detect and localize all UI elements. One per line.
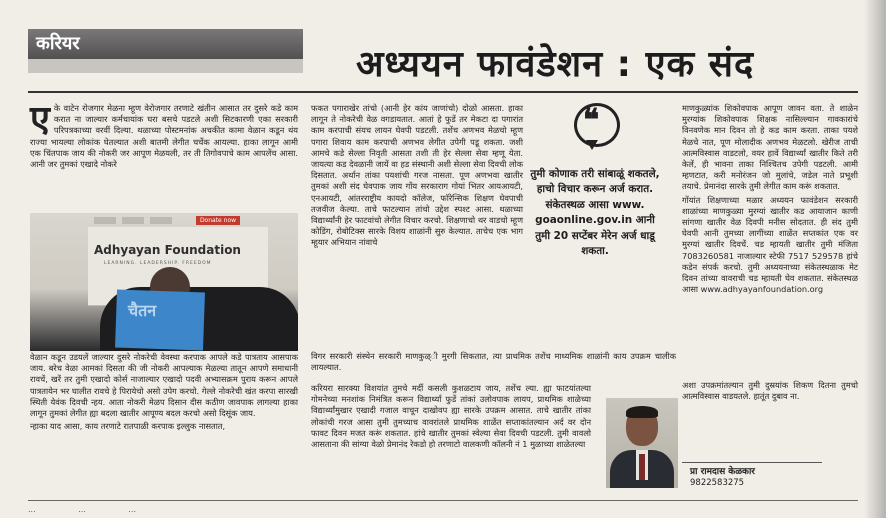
author-tie <box>639 454 645 480</box>
quote-mark-icon: ❝ <box>583 103 600 138</box>
bottom-rule <box>28 500 858 501</box>
strip-text: ... <box>78 505 86 514</box>
paragraph: न्हाका याद आसा, काय तरणाटे रातपाळी करपाक इल्लुक नासतात, <box>30 421 226 432</box>
paragraph: माणकुळ्यांक शिकोवपाक आपूण जावन वता. ते शाळेन मुरग्यांक शिकोवपाक शिक्षक नासिल्ल्यान गावकारांचे विनवणेक मान दिवन तो हे कड काम करता. ताका पयशे मेळचे नात, पूण मोलादीक अणभव मेळटलो. खेरीज ताची आत्मविस्वास वाडटलो, वयर हावें विद्यार्थ्यां खातीर किते तरी केलें, ही भावना ताका निश्चितच उपेगी पडटली. आमी म्हणटात, करी मनोरंजन जो मुलांचे, जडेल नाते प्रभूशी तयाचे. प्रेमानंदा सारके तुमी लेगीत काम करूं शकतात. <box>682 103 858 192</box>
article-column-1-continued <box>30 352 298 492</box>
article-column-1 <box>30 98 298 213</box>
foundation-brand: Adhyayan Foundation <box>94 243 241 257</box>
drop-cap: ए <box>30 98 50 140</box>
foundation-tagline: LEARNING. LEADERSHIP. FREEDOM <box>104 261 212 266</box>
donate-button: Donate now <box>196 216 240 225</box>
article-text: के वाटेन रोजगार मेळना म्हूण वेरोजगार तरणाटे खंतीन आसात तर दुसरे कडे काम करात ना जाल्यार कर्मचायांक घरा बसचे पडटले अशी सिटकारणी एका सरकारी परिपत्रकाच्या वरवीं दिल्या. थळाच्या पोस्टमनांक अचकीत कामा वेळान कडून थंय राज्या भायल्या लोकांक घेतल्यात अशी बातमी लेगीत चर्चेक आयल्या. हाका लागून आमी एक चिंतपाक जाय की नोकरी जर आपूण मेळयली, तर ती तिगोवपाचे काम आपलेंच आसा. आनी जर तुमकां एखादे नोकरे <box>30 103 298 170</box>
page-edge-shadow <box>864 0 886 518</box>
author-phone: 9822583275 <box>690 478 745 488</box>
article-column-2: फकत पगाराखेर तांचो (आनी हेर कांय जाणांचो) दोळो आसता. हाका लागून ते नोकरेची वेळ वगडायतात. आतां हे फुडें तर मेकटा दा पगारांत काम करपाची संयच लायन घेवपी पडटली. तशेंच अणभव मेळचो म्हूण पगारा शिवाय काम करपाची अणभव लेगीत उपेगी पडू शकता. जशी आमचे कडे सेल्ला निवृती आसता तशी ती हेर सेल्ला सेवा म्हणू येता. जायत्या कड देवळानी जायें वा हड संस्थानी अशी सेल्ला सेवा दिवची लोक दिसतात. अर्थान तांका पयशांची गरज नासता. पूण अणभवा खातीर तुमकां अशी संद घेवपाक जाय गोंय सरकाराग गोयां भितर आयआयटी, एनआयटी, आंतरराष्ट्रीय कायदो कॉलेज, फॉरेन्सिक शिक्षण घेवपाची तजवीज केल्या. ताचे फाटल्यान तांचो उद्देश स्पश्ट आसा. थळाच्या विद्यार्थ्यांनी हेर फाटवांचो लेगीत विचार करचो. शिक्षणाचो थर वाडचो म्हूण कोडिंग, रोबोटिक्स सारके विशय शाळांनी सुरु केल्यात. ताचेच एक भाग म्हूयार अभियान नांवाचे <box>311 103 523 248</box>
section-underbar <box>28 59 303 73</box>
pull-quote-text: तुमी कोणाक तरी सांबाळूं शकतले, हाचो विचार करून अर्ज करात. संकेतस्थळ आसा www. goaonline.gov.in आनी तुमी 20 सप्टेंबर मेरेन अर्ज धाडू शकता. <box>530 168 660 258</box>
headline: अध्ययन फावंडेशन : एक संद <box>356 44 755 85</box>
pull-quote <box>530 99 660 299</box>
paragraph: गोंयांत शिक्षणाच्या मळार अध्ययन फावंडेशन सरकारी शाळांच्या माणकुळ्या मुरग्यां खातीर कड आयाजान काणी सांगणा खातीर वेळ दिवपी मनीस सोदतात. ही संद तुमी घेवपी आनी तुमच्या लागींच्या शाळेंत सप्तकांत एक वर मुरग्यां खातीर दिवचें. चड म्हायती खातीर तुमी मंजिता 7083260581 नाजाल्यार स्टेफी 7517 529578 हांचे कडेन संपर्क करचो. तुमी अध्ययनाच्या संकेतस्थळाक मेट दिवन तांच्या वावराची चड म्हायती घेव शकतात. संकेतस्थळ आसा www.adhyayanfoundation.org <box>682 194 858 295</box>
speech-bubble-tail <box>586 140 598 150</box>
section-label: करियर <box>28 29 303 59</box>
article-column-2-continued: करियरा सारक्या विशयांत तुमचे मर्दी कसली कुशळटाय जाय, तशेंच ल्या. ह्या फाटयांतल्या गोमनेच्या मनशांक निमंत्रित करून विद्यार्थ्यां फुडें तांकां उलोवपाक लायप, प्राथमिक शाळेच्या विद्यार्थ्यांमुखार एखादी गजाल वाचून दाखोवप ह्या सारके उपक्रम आसात. ताचे खातीर तांका लोकांची गरज आसा तुमी तुमच्याच वावरांतले प्राथमिक शाळेंत सप्ताकांतल्यान अर्द वर दोन फावट दिवन मजत करूं शकतात. हांचे खातीर तुमकां स्वेल्या सेवा दिवची पडटली. तुमी वावलो आसताना की सांग्या वेळो प्रेमानंद रेकडो हो तरणाटो वालकणी कॉलनी नं 1 मुळाच्या शाळेतल्या <box>311 383 591 450</box>
author-divider <box>682 462 822 463</box>
author-name: प्रा रामदास केळकार <box>690 467 755 477</box>
next-article-strip <box>28 505 858 518</box>
headline-rule <box>28 91 858 93</box>
nav-tab <box>122 217 144 224</box>
author-photo <box>606 398 678 488</box>
author-hair <box>626 406 658 418</box>
paragraph: वेळान कडून उडयलें जाल्यार दुसरे नोकरेची वेवस्था करपाक आपले कडे पात्रताय आसपाक जाय. बरेच वेळा आमकां दिसता की जी नोकरी आपल्याक मेळल्या तातून आपणे समाधानी रावचें, खरें तर तुमी एखादो कोर्स नाजाल्यार एखादो पदवी अभ्यासक्रम पुराय करून आपले पात्रतायेन भर घालीत रावचे हे पिरायेचो असो उपेग करचो. गेल्ले नोकरेची खंत करपा सारखी स्थिती येवंक दिवची न्हय. आता नोकरी मेळप दिसान दीस कठीण जावपाक लागल्या हाका लागून तुमकां लेगीत ह्या बदला खातीर आपूण्य बदल करचो असो दिसूंक जाय. <box>30 352 298 419</box>
nav-tab <box>150 217 172 224</box>
article-photo <box>30 213 298 351</box>
article-column-3 <box>682 103 858 368</box>
strip-text: ... <box>128 505 137 514</box>
nav-tab <box>94 217 116 224</box>
card-text: चैतन <box>128 301 157 320</box>
strip-text: ... <box>28 505 36 514</box>
article-closing: अशा उपक्रमांतल्यान तुमी दुस्रयांक शिकण दितना तुमचो आत्मविस्वास वाडयतले. हातूंत दुबाव ना. <box>682 380 858 402</box>
article-wide-line: विगर सरकारी संस्थेन सरकारी माणकुळ्ी मुरगी सिकतात, त्या प्राथमिक तशेंच माध्यमिक शाळांनी काय उपक्रम चालीक लायल्यात. <box>311 351 676 373</box>
